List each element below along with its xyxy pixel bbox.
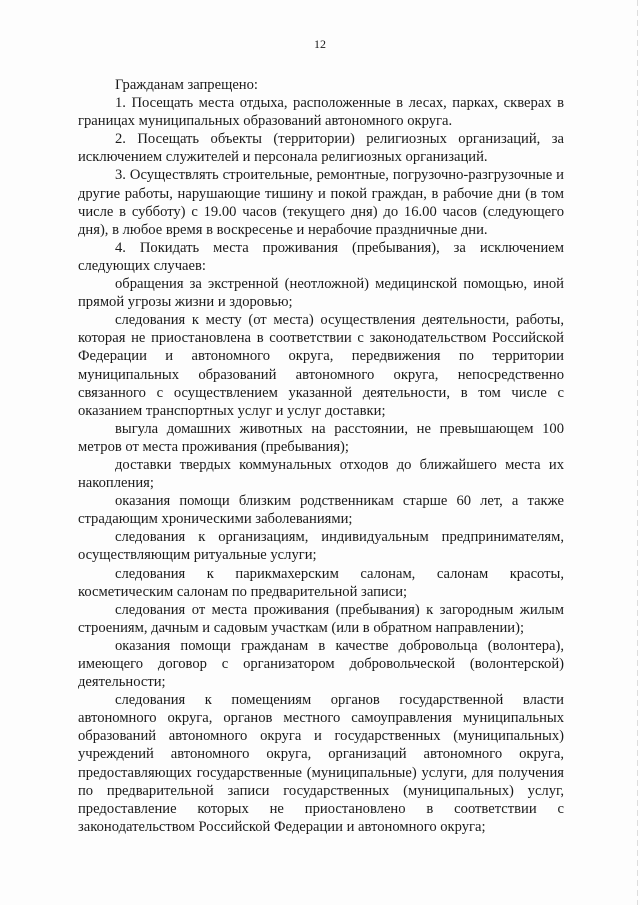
scan-edge-line: [637, 0, 638, 905]
exception-waste: доставки твердых коммунальных отходов до ближайшего места их накопления;: [78, 456, 564, 492]
paragraph-item-3: 3. Осуществлять строительные, ремонтные, погрузочно-разгрузочные и другие работы, нарушающие тишину и покой граждан, в рабочие дни (в том числе в субботу) с 19.00 часов (текущего дня) до 16.00 часов (следующего дня), в любое время в воскресенье и нерабочие праздничные дни.: [78, 167, 564, 238]
exception-country-houses: следования от места проживания (пребывания) к загородным жилым строениям, дачным и садовым участкам (или в обратном направлении);: [78, 601, 564, 636]
paragraph-item-4: 4. Покидать места проживания (пребывания), за исключением следующих случаев:: [78, 239, 564, 274]
exception-work: следования к месту (от места) осуществления деятельности, работы, которая не приостановлена в соответствии с законодательством Российской Федерации и автономного округа, передвижения по территории муниципальных образований автономного округа, непосредственно связанного с осуществлением указанной деятельности, в том числе с оказанием транспортных услуг и услуг доставки;: [78, 312, 564, 419]
paragraph-item-2: 2. Посещать объекты (территории) религиозных организаций, за исключением служителей и персонала религиозных организаций.: [78, 131, 564, 166]
exception-medical: обращения за экстренной (неотложной) медицинской помощью, иной прямой угрозы жизни и здоровью;: [78, 276, 564, 311]
exception-pets: выгула домашних животных на расстоянии, не превышающем 100 метров от места проживания (пребывания);: [78, 420, 564, 455]
exception-government-services: следования к помещениям органов государственной власти автономного округа, органов местного самоуправления муниципальных образований автономного округа и государственных (муниципальных) учреждений автономного округа, организаций автономного округа, предоставляющих государственные (муниципальные) услуги, для получения по предварительной записи государственных (муниципальных) услуг, предоставление которых не приостановлено в соответствии с законодательством Российской Федерации и автономного округа;: [78, 692, 564, 835]
page-number: 12: [314, 37, 326, 51]
exception-volunteers: оказания помощи гражданам в качестве добровольца (волонтера), имеющего договор с организатором добровольческой (волонтерской) деятельности;: [78, 637, 564, 691]
document-body: [78, 76, 564, 836]
exception-relatives: оказания помощи близким родственникам старше 60 лет, а также страдающим хроническими заболеваниями;: [78, 493, 564, 528]
exception-ritual: следования к организациям, индивидуальным предпринимателям, осуществляющим ритуальные услуги;: [78, 529, 564, 564]
exception-salons: следования к парикмахерским салонам, салонам красоты, косметическим салонам по предварительной записи;: [78, 565, 564, 600]
paragraph-item-1: 1. Посещать места отдыха, расположенные в лесах, парках, скверах в границах муниципальных образований автономного округа.: [78, 95, 564, 130]
paragraph-intro: Гражданам запрещено:: [115, 77, 258, 93]
